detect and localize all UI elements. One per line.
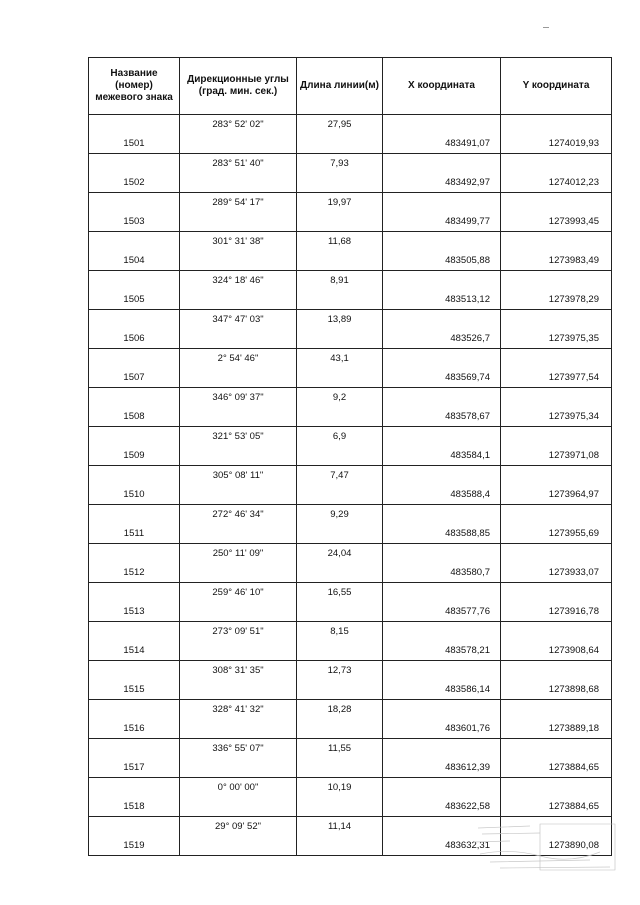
direction-angle-cell bbox=[180, 485, 297, 505]
table-row-segment bbox=[89, 310, 612, 330]
x-coordinate-cell bbox=[383, 232, 501, 252]
direction-angle-cell: 321° 53' 05" bbox=[180, 427, 297, 447]
y-coordinate-cell bbox=[501, 349, 612, 369]
table-row-segment bbox=[89, 661, 612, 681]
boundary-mark-number-cell: 1516 bbox=[89, 719, 180, 739]
y-coordinate-cell: 1273884,65 bbox=[501, 758, 612, 778]
x-coordinate-cell bbox=[383, 154, 501, 174]
boundary-mark-number-cell bbox=[89, 115, 180, 135]
line-length-cell bbox=[297, 524, 383, 544]
line-length-cell: 8,91 bbox=[297, 271, 383, 291]
direction-angle-cell: 272° 46' 34" bbox=[180, 505, 297, 525]
boundary-mark-number-cell: 1519 bbox=[89, 836, 180, 856]
x-coordinate-cell: 483492,97 bbox=[383, 173, 501, 193]
y-coordinate-cell bbox=[501, 778, 612, 798]
direction-angle-cell bbox=[180, 680, 297, 700]
direction-angle-cell bbox=[180, 758, 297, 778]
line-length-cell: 8,15 bbox=[297, 622, 383, 642]
x-coordinate-cell bbox=[383, 349, 501, 369]
direction-angle-cell bbox=[180, 641, 297, 661]
x-coordinate-cell: 483578,67 bbox=[383, 407, 501, 427]
boundary-mark-number-cell: 1517 bbox=[89, 758, 180, 778]
boundary-mark-number-cell: 1505 bbox=[89, 290, 180, 310]
direction-angle-cell: 328° 41' 32" bbox=[180, 700, 297, 720]
corner-mark bbox=[543, 27, 549, 28]
boundary-mark-number-cell bbox=[89, 310, 180, 330]
header-y: Y координата bbox=[501, 58, 612, 115]
boundary-mark-number-cell bbox=[89, 544, 180, 564]
boundary-mark-number-cell: 1510 bbox=[89, 485, 180, 505]
y-coordinate-cell bbox=[501, 310, 612, 330]
table-row-mark bbox=[89, 407, 612, 427]
y-coordinate-cell: 1273964,97 bbox=[501, 485, 612, 505]
y-coordinate-cell bbox=[501, 622, 612, 642]
direction-angle-cell: 29° 09' 52" bbox=[180, 817, 297, 837]
y-coordinate-cell: 1273884,65 bbox=[501, 797, 612, 817]
table-row-segment bbox=[89, 583, 612, 603]
boundary-mark-number-cell bbox=[89, 388, 180, 408]
boundary-mark-number-cell: 1509 bbox=[89, 446, 180, 466]
boundary-mark-number-cell: 1508 bbox=[89, 407, 180, 427]
y-coordinate-cell: 1274012,23 bbox=[501, 173, 612, 193]
boundary-mark-number-cell bbox=[89, 193, 180, 213]
x-coordinate-cell: 483632,31 bbox=[383, 836, 501, 856]
x-coordinate-cell bbox=[383, 427, 501, 447]
line-length-cell bbox=[297, 758, 383, 778]
x-coordinate-cell: 483601,76 bbox=[383, 719, 501, 739]
line-length-cell bbox=[297, 485, 383, 505]
x-coordinate-cell: 483513,12 bbox=[383, 290, 501, 310]
line-length-cell: 7,47 bbox=[297, 466, 383, 486]
table-row-mark bbox=[89, 368, 612, 388]
line-length-cell: 19,97 bbox=[297, 193, 383, 213]
x-coordinate-cell: 483569,74 bbox=[383, 368, 501, 388]
x-coordinate-cell bbox=[383, 583, 501, 603]
direction-angle-cell: 336° 55' 07" bbox=[180, 739, 297, 759]
line-length-cell bbox=[297, 563, 383, 583]
header-x: X координата bbox=[383, 58, 501, 115]
x-coordinate-cell bbox=[383, 193, 501, 213]
table-row-segment bbox=[89, 739, 612, 759]
direction-angle-cell bbox=[180, 329, 297, 349]
line-length-cell: 16,55 bbox=[297, 583, 383, 603]
y-coordinate-cell: 1273898,68 bbox=[501, 680, 612, 700]
line-length-cell bbox=[297, 719, 383, 739]
line-length-cell bbox=[297, 251, 383, 271]
direction-angle-cell bbox=[180, 368, 297, 388]
line-length-cell: 11,14 bbox=[297, 817, 383, 837]
y-coordinate-cell: 1273975,34 bbox=[501, 407, 612, 427]
direction-angle-cell bbox=[180, 602, 297, 622]
line-length-cell bbox=[297, 173, 383, 193]
table-row-segment bbox=[89, 349, 612, 369]
boundary-mark-number-cell: 1518 bbox=[89, 797, 180, 817]
direction-angle-cell bbox=[180, 524, 297, 544]
table-row-segment bbox=[89, 427, 612, 447]
x-coordinate-cell: 483586,14 bbox=[383, 680, 501, 700]
x-coordinate-cell bbox=[383, 544, 501, 564]
table-row-segment bbox=[89, 544, 612, 564]
boundary-mark-number-cell bbox=[89, 271, 180, 291]
boundary-mark-number-cell: 1513 bbox=[89, 602, 180, 622]
direction-angle-cell bbox=[180, 407, 297, 427]
direction-angle-cell: 289° 54' 17" bbox=[180, 193, 297, 213]
line-length-cell bbox=[297, 836, 383, 856]
boundary-mark-number-cell bbox=[89, 700, 180, 720]
y-coordinate-cell bbox=[501, 505, 612, 525]
boundary-mark-number-cell bbox=[89, 778, 180, 798]
y-coordinate-cell bbox=[501, 583, 612, 603]
y-coordinate-cell: 1273977,54 bbox=[501, 368, 612, 388]
y-coordinate-cell bbox=[501, 700, 612, 720]
boundary-mark-number-cell: 1514 bbox=[89, 641, 180, 661]
table-row-mark bbox=[89, 290, 612, 310]
direction-angle-cell bbox=[180, 290, 297, 310]
y-coordinate-cell bbox=[501, 739, 612, 759]
x-coordinate-cell bbox=[383, 661, 501, 681]
line-length-cell bbox=[297, 641, 383, 661]
table-row-mark bbox=[89, 329, 612, 349]
table-row-segment bbox=[89, 622, 612, 642]
coordinates-document bbox=[88, 57, 611, 856]
line-length-cell: 7,93 bbox=[297, 154, 383, 174]
boundary-mark-number-cell bbox=[89, 739, 180, 759]
direction-angle-cell: 305° 08' 11" bbox=[180, 466, 297, 486]
table-row-mark bbox=[89, 797, 612, 817]
direction-angle-cell bbox=[180, 797, 297, 817]
line-length-cell: 43,1 bbox=[297, 349, 383, 369]
x-coordinate-cell bbox=[383, 622, 501, 642]
direction-angle-cell bbox=[180, 173, 297, 193]
direction-angle-cell: 283° 52' 02" bbox=[180, 115, 297, 135]
y-coordinate-cell bbox=[501, 466, 612, 486]
x-coordinate-cell bbox=[383, 271, 501, 291]
boundary-mark-number-cell bbox=[89, 232, 180, 252]
x-coordinate-cell bbox=[383, 739, 501, 759]
x-coordinate-cell: 483612,39 bbox=[383, 758, 501, 778]
table-row-segment bbox=[89, 700, 612, 720]
direction-angle-cell bbox=[180, 134, 297, 154]
y-coordinate-cell bbox=[501, 544, 612, 564]
table-row-mark bbox=[89, 446, 612, 466]
table-row-mark bbox=[89, 563, 612, 583]
table-row-segment bbox=[89, 232, 612, 252]
boundary-mark-number-cell: 1504 bbox=[89, 251, 180, 271]
direction-angle-cell: 259° 46' 10" bbox=[180, 583, 297, 603]
boundary-mark-number-cell: 1503 bbox=[89, 212, 180, 232]
boundary-mark-number-cell bbox=[89, 817, 180, 837]
boundary-mark-number-cell bbox=[89, 583, 180, 603]
line-length-cell: 6,9 bbox=[297, 427, 383, 447]
table-row-segment bbox=[89, 154, 612, 174]
x-coordinate-cell bbox=[383, 310, 501, 330]
y-coordinate-cell bbox=[501, 661, 612, 681]
y-coordinate-cell: 1273971,08 bbox=[501, 446, 612, 466]
table-row-mark bbox=[89, 758, 612, 778]
direction-angle-cell: 301° 31' 38" bbox=[180, 232, 297, 252]
line-length-cell bbox=[297, 446, 383, 466]
y-coordinate-cell bbox=[501, 193, 612, 213]
header-length: Длина линии(м) bbox=[297, 58, 383, 115]
direction-angle-cell: 346° 09' 37" bbox=[180, 388, 297, 408]
line-length-cell: 12,73 bbox=[297, 661, 383, 681]
table-row-mark bbox=[89, 719, 612, 739]
boundary-coordinates-table bbox=[88, 57, 612, 856]
header-angles: Дирекционные углы (град. мин. сек.) bbox=[180, 58, 297, 115]
direction-angle-cell: 250° 11' 09" bbox=[180, 544, 297, 564]
y-coordinate-cell: 1273993,45 bbox=[501, 212, 612, 232]
direction-angle-cell: 347° 47' 03" bbox=[180, 310, 297, 330]
table-header-row bbox=[89, 58, 612, 115]
boundary-mark-number-cell bbox=[89, 427, 180, 447]
table-row-mark bbox=[89, 134, 612, 154]
boundary-mark-number-cell bbox=[89, 349, 180, 369]
direction-angle-cell bbox=[180, 446, 297, 466]
direction-angle-cell bbox=[180, 563, 297, 583]
table-row-mark bbox=[89, 524, 612, 544]
line-length-cell bbox=[297, 797, 383, 817]
y-coordinate-cell bbox=[501, 271, 612, 291]
line-length-cell bbox=[297, 212, 383, 232]
boundary-mark-number-cell: 1507 bbox=[89, 368, 180, 388]
line-length-cell: 27,95 bbox=[297, 115, 383, 135]
direction-angle-cell: 0° 00' 00" bbox=[180, 778, 297, 798]
line-length-cell bbox=[297, 329, 383, 349]
x-coordinate-cell: 483526,7 bbox=[383, 329, 501, 349]
x-coordinate-cell: 483588,85 bbox=[383, 524, 501, 544]
y-coordinate-cell: 1273955,69 bbox=[501, 524, 612, 544]
direction-angle-cell bbox=[180, 719, 297, 739]
y-coordinate-cell: 1273889,18 bbox=[501, 719, 612, 739]
direction-angle-cell: 283° 51' 40" bbox=[180, 154, 297, 174]
line-length-cell: 11,68 bbox=[297, 232, 383, 252]
line-length-cell bbox=[297, 290, 383, 310]
boundary-mark-number-cell bbox=[89, 154, 180, 174]
y-coordinate-cell: 1273975,35 bbox=[501, 329, 612, 349]
y-coordinate-cell bbox=[501, 427, 612, 447]
table-row-segment bbox=[89, 115, 612, 135]
boundary-mark-number-cell: 1511 bbox=[89, 524, 180, 544]
boundary-mark-number-cell bbox=[89, 466, 180, 486]
table-row-segment bbox=[89, 466, 612, 486]
y-coordinate-cell bbox=[501, 154, 612, 174]
y-coordinate-cell: 1273916,78 bbox=[501, 602, 612, 622]
faded-stamp bbox=[470, 818, 620, 876]
table-row-segment bbox=[89, 271, 612, 291]
line-length-cell bbox=[297, 407, 383, 427]
boundary-mark-number-cell: 1512 bbox=[89, 563, 180, 583]
y-coordinate-cell: 1273978,29 bbox=[501, 290, 612, 310]
direction-angle-cell: 273° 09' 51" bbox=[180, 622, 297, 642]
direction-angle-cell: 308° 31' 35" bbox=[180, 661, 297, 681]
direction-angle-cell bbox=[180, 212, 297, 232]
x-coordinate-cell bbox=[383, 778, 501, 798]
y-coordinate-cell: 1273983,49 bbox=[501, 251, 612, 271]
x-coordinate-cell bbox=[383, 115, 501, 135]
table-row-mark bbox=[89, 173, 612, 193]
x-coordinate-cell: 483577,76 bbox=[383, 602, 501, 622]
line-length-cell: 10,19 bbox=[297, 778, 383, 798]
x-coordinate-cell: 483584,1 bbox=[383, 446, 501, 466]
line-length-cell bbox=[297, 680, 383, 700]
boundary-mark-number-cell: 1502 bbox=[89, 173, 180, 193]
x-coordinate-cell: 483622,58 bbox=[383, 797, 501, 817]
x-coordinate-cell: 483578,21 bbox=[383, 641, 501, 661]
direction-angle-cell bbox=[180, 836, 297, 856]
boundary-mark-number-cell bbox=[89, 622, 180, 642]
x-coordinate-cell: 483491,07 bbox=[383, 134, 501, 154]
boundary-mark-number-cell: 1506 bbox=[89, 329, 180, 349]
line-length-cell: 9,29 bbox=[297, 505, 383, 525]
y-coordinate-cell: 1273933,07 bbox=[501, 563, 612, 583]
line-length-cell: 18,28 bbox=[297, 700, 383, 720]
y-coordinate-cell bbox=[501, 232, 612, 252]
table-row-segment bbox=[89, 388, 612, 408]
boundary-mark-number-cell: 1501 bbox=[89, 134, 180, 154]
y-coordinate-cell bbox=[501, 388, 612, 408]
boundary-mark-number-cell: 1515 bbox=[89, 680, 180, 700]
table-row-mark bbox=[89, 212, 612, 232]
x-coordinate-cell bbox=[383, 388, 501, 408]
boundary-mark-number-cell bbox=[89, 661, 180, 681]
x-coordinate-cell bbox=[383, 505, 501, 525]
direction-angle-cell: 2° 54' 46" bbox=[180, 349, 297, 369]
boundary-mark-number-cell bbox=[89, 505, 180, 525]
y-coordinate-cell: 1273908,64 bbox=[501, 641, 612, 661]
table-row-mark bbox=[89, 602, 612, 622]
y-coordinate-cell bbox=[501, 115, 612, 135]
line-length-cell: 13,89 bbox=[297, 310, 383, 330]
x-coordinate-cell: 483505,88 bbox=[383, 251, 501, 271]
line-length-cell: 24,04 bbox=[297, 544, 383, 564]
line-length-cell: 9,2 bbox=[297, 388, 383, 408]
x-coordinate-cell: 483588,4 bbox=[383, 485, 501, 505]
y-coordinate-cell: 1273890,08 bbox=[501, 836, 612, 856]
direction-angle-cell bbox=[180, 251, 297, 271]
table-row-mark bbox=[89, 251, 612, 271]
table-row-mark bbox=[89, 485, 612, 505]
x-coordinate-cell: 483499,77 bbox=[383, 212, 501, 232]
line-length-cell bbox=[297, 368, 383, 388]
x-coordinate-cell bbox=[383, 466, 501, 486]
direction-angle-cell: 324° 18' 46" bbox=[180, 271, 297, 291]
x-coordinate-cell: 483580,7 bbox=[383, 563, 501, 583]
x-coordinate-cell bbox=[383, 700, 501, 720]
header-name: Название (номер) межевого знака bbox=[89, 58, 180, 115]
table-row-segment bbox=[89, 505, 612, 525]
y-coordinate-cell: 1274019,93 bbox=[501, 134, 612, 154]
line-length-cell: 11,55 bbox=[297, 739, 383, 759]
line-length-cell bbox=[297, 602, 383, 622]
table-row-mark bbox=[89, 680, 612, 700]
table-row-segment bbox=[89, 778, 612, 798]
line-length-cell bbox=[297, 134, 383, 154]
table-row-mark bbox=[89, 641, 612, 661]
table-row-segment bbox=[89, 193, 612, 213]
